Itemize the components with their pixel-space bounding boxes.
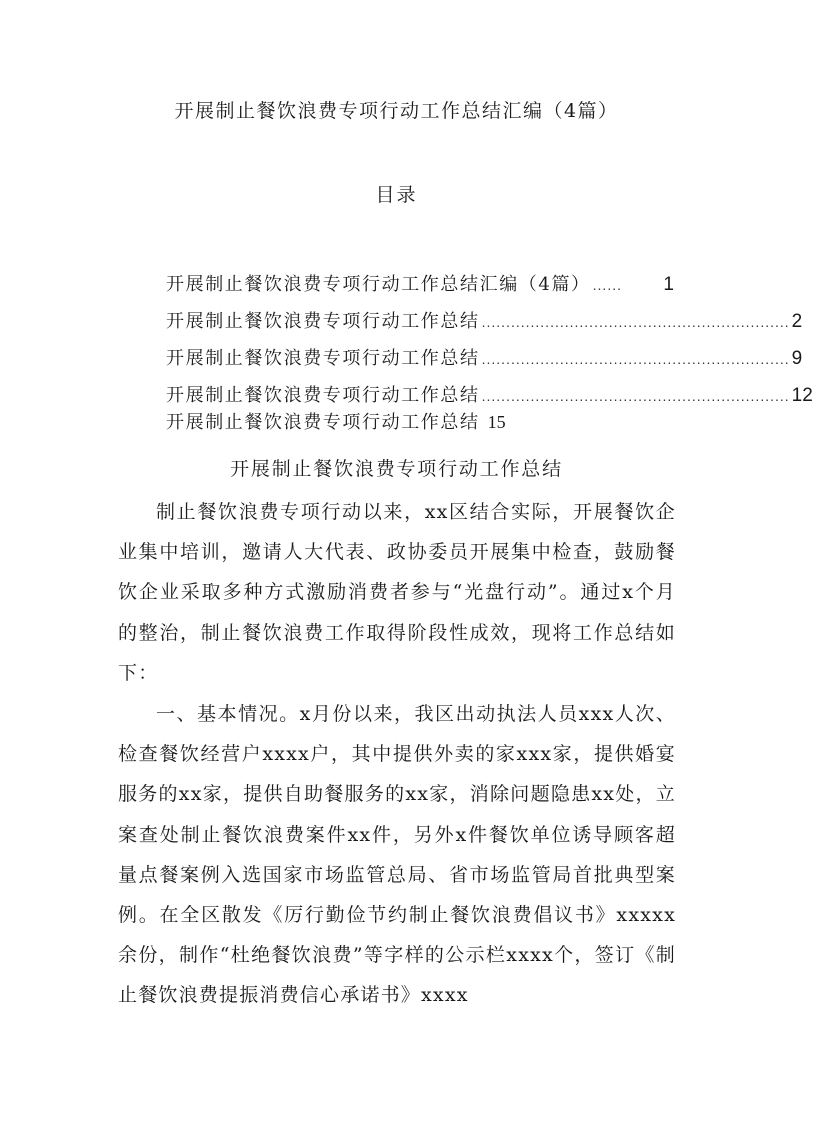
toc-entry[interactable]	[166, 381, 813, 408]
toc-leader-dots: ...............................................................	[481, 351, 790, 367]
toc-page-number: 1	[663, 274, 674, 295]
toc-entry-text: 开展制止餐饮浪费专项行动工作总结	[166, 412, 480, 433]
toc-entry[interactable]	[166, 307, 803, 344]
toc-page-number: 15	[487, 412, 506, 432]
paragraph: 制止餐饮浪费专项行动以来，xx区结合实际，开展餐饮企业集中培训，邀请人大代表、政协委员开展集中检查，鼓励餐饮企业采取多种方式激励消费者参与“光盘行动”。通过x个月的整治，制止餐饮浪费工作取得阶段性成效，现将工作总结如下：	[118, 501, 676, 684]
toc-leader-dots: ...............................................................	[481, 314, 790, 330]
toc-heading: 目录	[375, 184, 418, 206]
document-title: 开展制止餐饮浪费专项行动工作总结汇编（4篇）	[174, 100, 619, 122]
toc-leader-dots: ......	[592, 277, 622, 293]
toc-page-number: 2	[791, 311, 803, 332]
toc-entry-text: 开展制止餐饮浪费专项行动工作总结汇编（4篇）	[166, 274, 591, 295]
table-of-contents	[166, 270, 813, 445]
toc-entry-text: 开展制止餐饮浪费专项行动工作总结	[166, 385, 480, 406]
toc-leader-dots: ...............................................................	[481, 388, 790, 404]
toc-entry-text: 开展制止餐饮浪费专项行动工作总结	[166, 311, 480, 332]
toc-page-number: 12	[791, 385, 813, 406]
toc-page-number: 9	[791, 348, 803, 369]
paragraph: 一、基本情况。x月份以来，我区出动执法人员xxx人次、检查餐饮经营户xxxx户，其中提供外卖的家xxx家，提供婚宴服务的xx家，提供自助餐服务的xx家，消除问题隐患xx处，立案查处制止餐饮浪费案件xx件，另外x件餐饮单位诱导顾客超量点餐案例入选国家市场监管总局、省市场监管局首批典型案例。在全区散发《厉行勤俭节约制止餐饮浪费倡议书》xxxxx余份，制作“杜绝餐饮浪费”等字样的公示栏xxxx个，签订《制止餐饮浪费提振消费信心承诺书》xxxx	[118, 703, 676, 1007]
section-title: 开展制止餐饮浪费专项行动工作总结	[230, 458, 563, 480]
toc-entry[interactable]	[166, 344, 803, 381]
body-text	[118, 492, 676, 1016]
toc-entry[interactable]	[166, 408, 674, 445]
toc-entry-text: 开展制止餐饮浪费专项行动工作总结	[166, 348, 480, 369]
toc-entry[interactable]	[166, 270, 674, 307]
